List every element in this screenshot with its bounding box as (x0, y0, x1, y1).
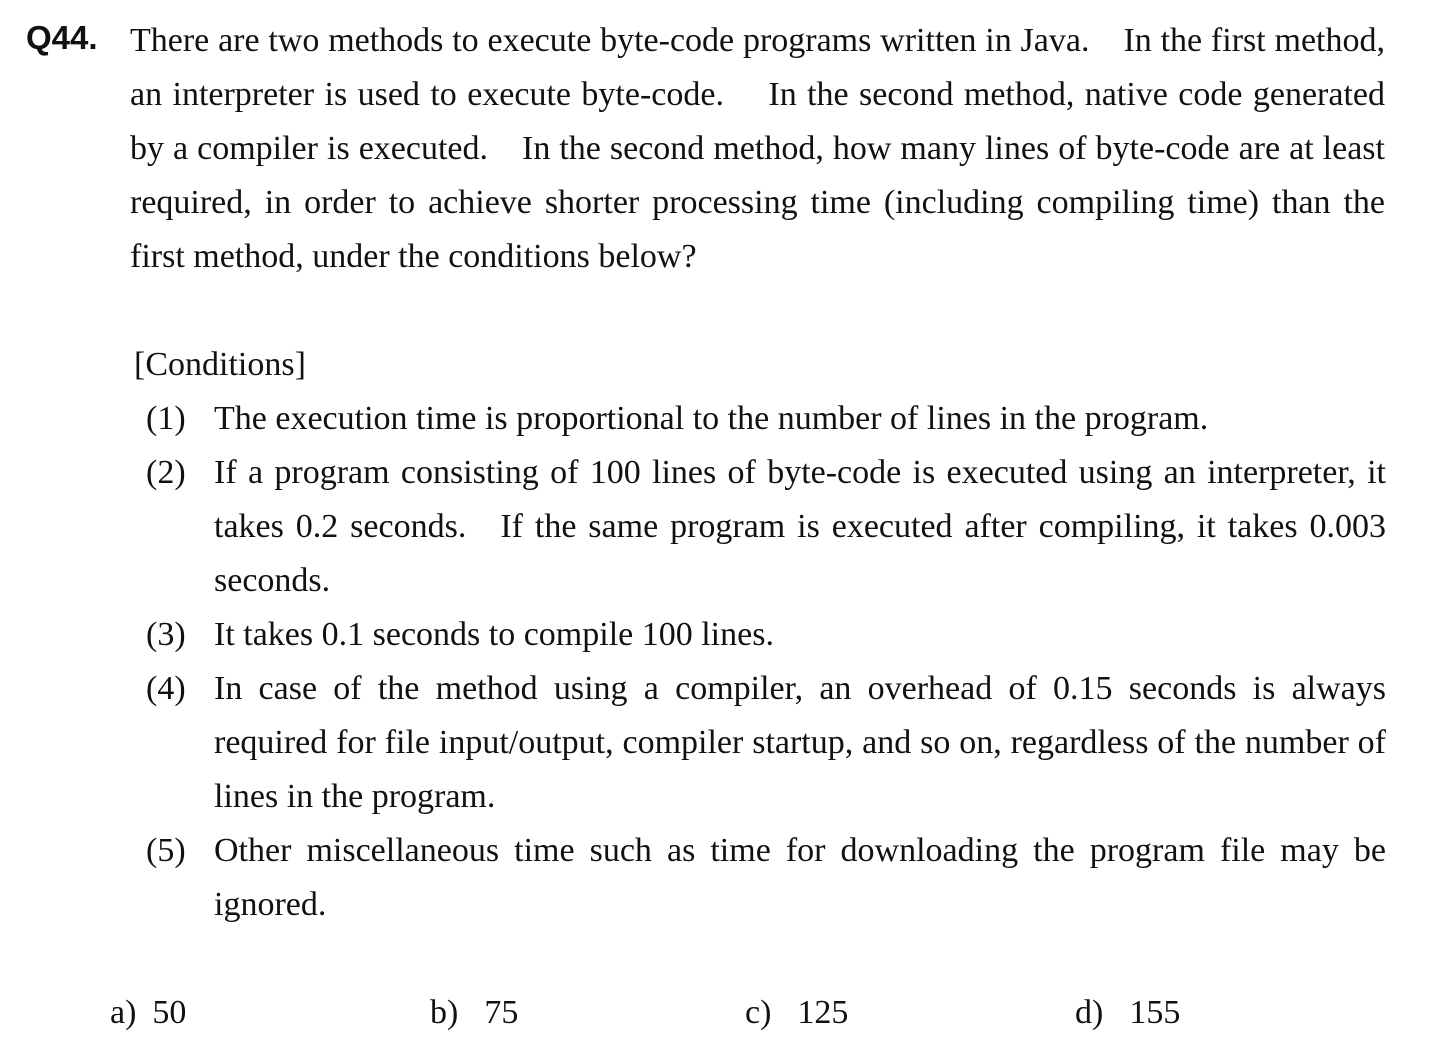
answer-choice-c[interactable] (745, 988, 848, 1038)
condition-number: (4) (146, 670, 186, 707)
choice-label: a) (110, 994, 137, 1031)
condition-text: In case of the method using a compiler, an overhead of 0.15 seconds is always required for file input/output, compiler startup, and so on, regardless of the number of lines in the program. (214, 670, 1386, 815)
condition-number: (3) (146, 616, 186, 653)
answer-choice-d[interactable] (1075, 988, 1180, 1038)
choice-label: c) (745, 994, 772, 1031)
condition-number: (1) (146, 400, 186, 437)
conditions-list (146, 392, 1386, 932)
answer-choice-b[interactable] (430, 988, 518, 1038)
condition-text: It takes 0.1 seconds to compile 100 lines. (214, 616, 774, 653)
choice-value: 50 (152, 994, 187, 1031)
choice-label: b) (430, 994, 459, 1031)
choice-value: 75 (484, 994, 519, 1031)
question-number: Q44. (26, 19, 98, 56)
condition-number: (5) (146, 832, 186, 869)
choice-value: 125 (797, 994, 849, 1031)
choice-label: d) (1075, 994, 1104, 1031)
condition-item-2 (146, 446, 1386, 608)
condition-item-4 (146, 662, 1386, 824)
condition-text: If a program consisting of 100 lines of byte-code is executed using an interpreter, it takes 0.2 seconds. If the same program is executed after compiling, it takes 0.003 seconds. (214, 454, 1386, 599)
condition-text: The execution time is proportional to the number of lines in the program. (214, 400, 1209, 437)
answer-choice-a[interactable] (110, 988, 186, 1038)
condition-item-5 (146, 824, 1386, 932)
choice-value: 155 (1129, 994, 1181, 1031)
conditions-heading: [Conditions] (134, 346, 306, 383)
condition-text: Other miscellaneous time such as time for downloading the program file may be ignored. (214, 832, 1386, 923)
question-stem: There are two methods to execute byte-code programs written in Java. In the first method, an interpreter is used to execute byte-code. In the second method, native code generated by a compiler is executed. In the second method, how many lines of byte-code are at least required, in order to achieve shorter processing time (including compiling time) than the first method, under the conditions below? (130, 22, 1385, 275)
condition-item-3 (146, 608, 1386, 662)
condition-item-1 (146, 392, 1386, 446)
condition-number: (2) (146, 454, 186, 491)
